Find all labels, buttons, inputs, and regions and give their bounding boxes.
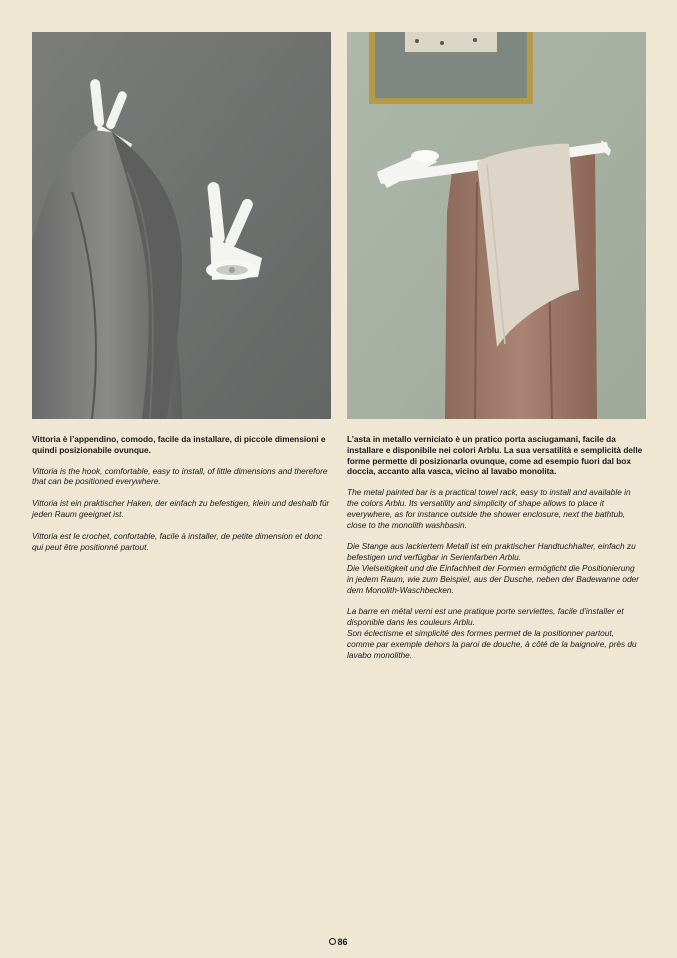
hook-photo [32,32,331,419]
towel-bar-text-english: The metal painted bar is a practical towel rack, easy to install and available in the colors Arblu. Its versatility and simplicity of shape allows to place it everywhere, as for instance outside the shower enclosure, next the bathtub, close to the monolith washbasin. [347,487,631,530]
hook-description [32,434,332,563]
hook-illustration [32,32,331,419]
hook-text-english: Vittoria is the hook, comfortable, easy to install, of little dimensions and therefore that can be positioned everywhere. [32,465,328,487]
towel-bar-photo [347,32,646,419]
towel-bar-illustration [347,32,646,419]
hook-text-french: Vittoria est le crochet, confortable, facile à installer, de petite dimension et donc qui peut être positionné partout. [32,530,323,552]
hook-lead-italian: Vittoria è l’appendino, comodo, facile da installare, di piccole dimensioni e quindi posizionabile ovunque. [32,434,326,455]
towel-bar-lead-italian: L’asta in metallo verniciato è un pratico porta asciugamani, facile da installare e disponibile nei colori Arblu. La sua versatilità e semplicità delle forme permette di posizionarla ovunque, come ad esempio fuori dal box doccia, accanto alla vasca, vicino al lavabo monolita. [347,434,643,477]
towel-bar-description [347,434,643,671]
towel-bar-text-german: Die Stange aus lackiertem Metall ist ein praktischer Handtuchhalter, einfach zu befestigen und verfügbar in Serienfarben Arblu. Die Vielseitigkeit und die Einfachheit der Formen ermöglicht die Positionierung in jedem Raum, wie zum Beispiel, aus der Dusche, neben der Badewanne oder dem Monolith-Waschbecken. [347,541,639,595]
circle-icon [329,938,336,945]
page-number-value: 86 [337,937,348,947]
towel-bar-text-french: La barre en métal verni est une pratique porte serviettes, facile d’installer et disponible dans les couleurs Arblu. Son éclectisme et simplicité des formes permet de la positionner partout, comme par exemple dehors la paroi de douche, à côté de la baignoire, près du lavabo monolithe. [347,606,637,660]
hook-text-german: Vittoria ist ein praktischer Haken, der einfach zu befestigen, klein und deshalb für jeden Raum geeignet ist. [32,498,330,519]
page-number [0,937,677,947]
picture-frame [369,32,533,104]
